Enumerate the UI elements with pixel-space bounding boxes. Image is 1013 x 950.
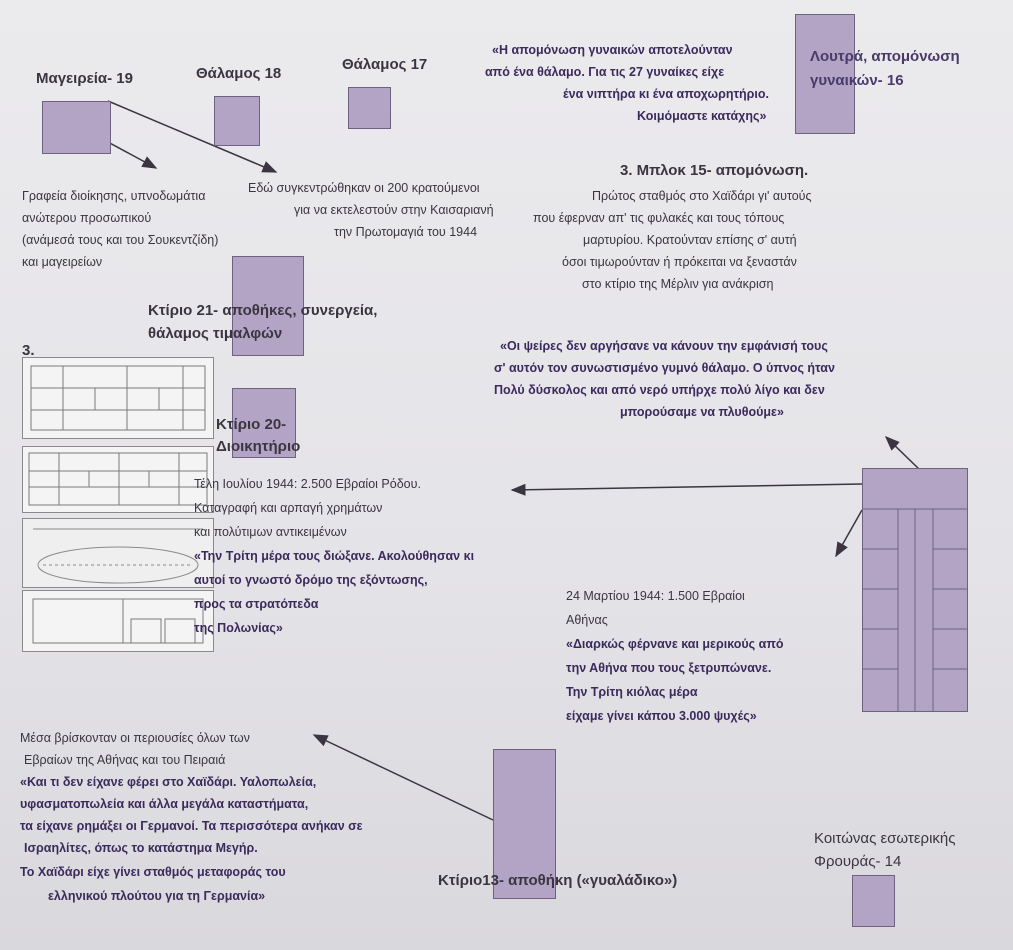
arrow-athens	[836, 510, 862, 556]
site-plan-oval-lines	[23, 519, 213, 587]
women-quote-1: «Η απομόνωση γυναικών αποτελούνταν	[492, 43, 733, 57]
block15-quote-2: σ' αυτόν τον συνωστισμένο γυμνό θάλαμο. Ο ύπνος ήταν	[494, 361, 835, 375]
floor-plan-3-lines	[23, 591, 213, 651]
rhodes-quote-1: «Την Τρίτη μέρα τους διώξανε. Ακολούθησαν κι	[194, 549, 475, 563]
block15-desc-4: όσοι τιμωρούνταν ή πρόκειται να ξεναστάν	[562, 255, 797, 269]
women-quote-2: από ένα θάλαμο. Για τις 27 γυναίκες είχε	[485, 65, 725, 79]
building-18	[214, 96, 260, 146]
athens-quote-4: είχαμε γίνει κάπου 3.000 ψυχές»	[566, 709, 757, 723]
floor-plan-1	[22, 357, 214, 439]
offices-text-2: ανώτερου προσωπικού	[22, 211, 152, 225]
block-15-plan-lines	[863, 469, 967, 711]
block15-desc-1: Πρώτος σταθμός στο Χαϊδάρι γι' αυτούς	[592, 189, 812, 203]
label-building-20-line1: Κτίριο 20-	[216, 416, 287, 433]
label-building-13: Κτίριο13- αποθήκη («γυαλάδικο»)	[438, 872, 678, 889]
label-building-21-line1: Κτίριο 21- αποθήκες, συνεργεία,	[148, 302, 378, 319]
rhodes-quote-3: προς τα στρατόπεδα	[194, 597, 319, 611]
block15-desc-3: μαρτυρίου. Κρατούνταν επίσης σ' αυτή	[583, 233, 797, 247]
property-quote-2: υφασματοπωλεία και άλλα μεγάλα καταστήματα,	[20, 797, 309, 811]
property-quote-4: Ισραηλίτες, όπως το κατάστημα Μεγήρ.	[24, 841, 258, 855]
label-building-21-line2: θάλαμος τιμαλφών	[148, 325, 283, 342]
rhodes-quote-2: αυτοί το γνωστό δρόμο της εξόντωσης,	[194, 573, 428, 587]
site-plan-oval	[22, 518, 214, 588]
athens-text-2: Αθήνας	[566, 613, 608, 627]
floor-plan-1-lines	[23, 358, 213, 438]
arrow-block15	[886, 437, 920, 470]
property-text-1: Μέσα βρίσκονταν οι περιουσίες όλων των	[20, 731, 250, 745]
arrow-rodos	[512, 484, 862, 490]
rhodes-text-2: Καταγραφή και αρπαγή χρημάτων	[194, 501, 383, 515]
prisoners-text-2: για να εκτελεστούν στην Καισαριανή	[294, 203, 494, 217]
prisoners-text-3: την Πρωτομαγιά του 1944	[334, 225, 478, 239]
block15-quote-4: μπορούσαμε να πλυθούμε»	[620, 405, 784, 419]
women-quote-4: Κοιμόμαστε κατάχης»	[637, 109, 767, 123]
label-block-15: 3. Μπλοκ 15- απομόνωση.	[620, 162, 809, 179]
property-quote-3: τα είχανε ρημάξει οι Γερμανοί. Τα περισσότερα ανήκαν σε	[20, 819, 363, 833]
floor-plan-3	[22, 590, 214, 652]
property-quote-5: Το Χαϊδάρι είχε γίνει σταθμός μεταφοράς του	[20, 865, 286, 879]
athens-quote-3: Την Τρίτη κιόλας μέρα	[566, 685, 698, 699]
rhodes-text-3: και πολύτιμων αντικειμένων	[194, 525, 347, 539]
label-ward-17: Θάλαμος 17	[342, 56, 428, 73]
property-quote-1: «Και τι δεν είχανε φέρει στο Χαϊδάρι. Υαλοπωλεία,	[20, 775, 317, 789]
building-14	[852, 875, 895, 927]
floor-plan-2	[22, 446, 214, 513]
label-kitchen: Μαγειρεία- 19	[36, 70, 133, 87]
offices-text-1: Γραφεία διοίκησης, υπνοδωμάτια	[22, 189, 206, 203]
label-building-20-line2: Διοικητήριο	[216, 438, 301, 455]
property-quote-6: ελληνικού πλούτου για τη Γερμανία»	[48, 889, 266, 903]
block15-desc-5: στο κτίριο της Μέρλιν για ανάκριση	[582, 277, 774, 291]
label-guard-line1: Κοιτώνας εσωτερικής	[814, 830, 956, 847]
athens-quote-2: την Αθήνα που τους ξετρυπώνανε.	[566, 661, 772, 675]
athens-text-1: 24 Μαρτίου 1944: 1.500 Εβραίοι	[566, 589, 745, 603]
label-ward-18: Θάλαμος 18	[196, 65, 282, 82]
offices-text-4: και μαγειρείων	[22, 255, 103, 269]
building-17	[348, 87, 391, 129]
women-quote-3: ένα νιπτήρα κι ένα αποχωρητήριο.	[563, 87, 769, 101]
block15-quote-1: «Οι ψείρες δεν αργήσανε να κάνουν την εμφάνισή τους	[500, 339, 828, 353]
prisoners-text-1: Εδώ συγκεντρώθηκαν οι 200 κρατούμενοι	[248, 181, 480, 195]
label-baths-2: γυναικών- 16	[810, 72, 904, 89]
label-guard-line2: Φρουράς- 14	[814, 853, 902, 870]
property-text-2: Εβραίων της Αθήνας και του Πειραιά	[24, 753, 226, 767]
floor-plan-2-lines	[23, 447, 213, 512]
offices-text-3: (ανάμεσά τους και του Σουκεντζίδη)	[22, 233, 219, 247]
arrow-mesa	[314, 735, 493, 820]
block15-quote-3: Πολύ δύσκολος και από νερό υπήρχε πολύ λίγο και δεν	[494, 383, 825, 397]
building-19	[42, 101, 111, 154]
block-15-plan	[862, 468, 968, 712]
label-baths-1: Λουτρά, απομόνωση	[810, 48, 960, 65]
label-number-3: 3.	[22, 342, 35, 359]
rhodes-quote-4: της Πολωνίας»	[194, 621, 283, 635]
block15-desc-2: που έφερναν απ' τις φυλακές και τους τόπους	[533, 211, 785, 225]
athens-quote-1: «Διαρκώς φέρνανε και μερικούς από	[566, 637, 784, 651]
rhodes-text-1: Τέλη Ιουλίου 1944: 2.500 Εβραίοι Ρόδου.	[194, 477, 421, 491]
